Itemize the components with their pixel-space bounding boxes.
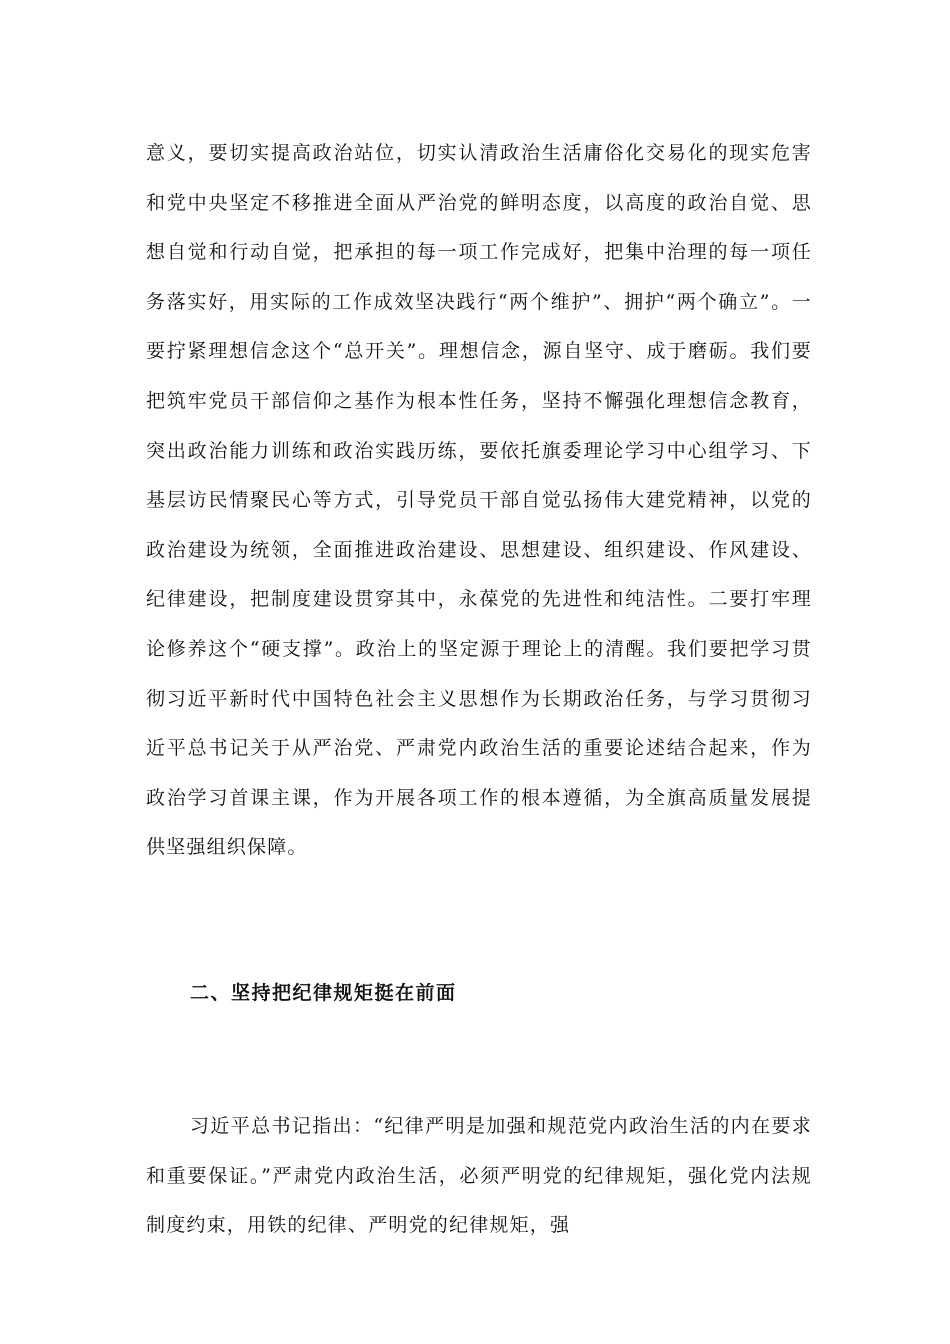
section-heading-2: 二、坚持把纪律规矩挺在前面 — [190, 982, 457, 1004]
body-paragraph-1: 意义，要切实提高政治站位，切实认清政治生活庸俗化交易化的现实危害和党中央坚定不移推进全面从严治党的鲜明态度，以高度的政治自觉、思想自觉和行动自觉，把承担的每一项工作完成好，把集中治理的每一项任务落实好，用实际的工作成效坚决践行“两个维护”、拥护“两个确立”。一要拧紧理想信念这个“总开关”。理想信念，源自坚守、成于磨砺。我们要把筑牢党员干部信仰之基作为根本性任务，坚持不懈强化理想信念教育，突出政治能力训练和政治实践历练，要依托旗委理论学习中心组学习、下基层访民情聚民心等方式，引导党员干部自觉弘扬伟大建党精神，以党的政治建设为统领，全面推进政治建设、思想建设、组织建设、作风建设、纪律建设，把制度建设贯穿其中，永葆党的先进性和纯洁性。二要打牢理论修养这个“硬支撑”。政治上的坚定源于理论上的清醒。我们要把学习贯彻习近平新时代中国特色社会主义思想作为长期政治任务，与学习贯彻习近平总书记关于从严治党、严肃党内政治生活的重要论述结合起来，作为政治学习首课主课，作为开展各项工作的根本遵循，为全旗高质量发展提供坚强组织保障。 — [146, 142, 812, 859]
body-paragraph-2: 习近平总书记指出：“纪律严明是加强和规范党内政治生活的内在要求和重要保证。”严肃党内政治生活，必须严明党的纪律规矩，强化党内法规制度约束，用铁的纪律、严明党的纪律规矩，强 — [146, 1115, 812, 1237]
